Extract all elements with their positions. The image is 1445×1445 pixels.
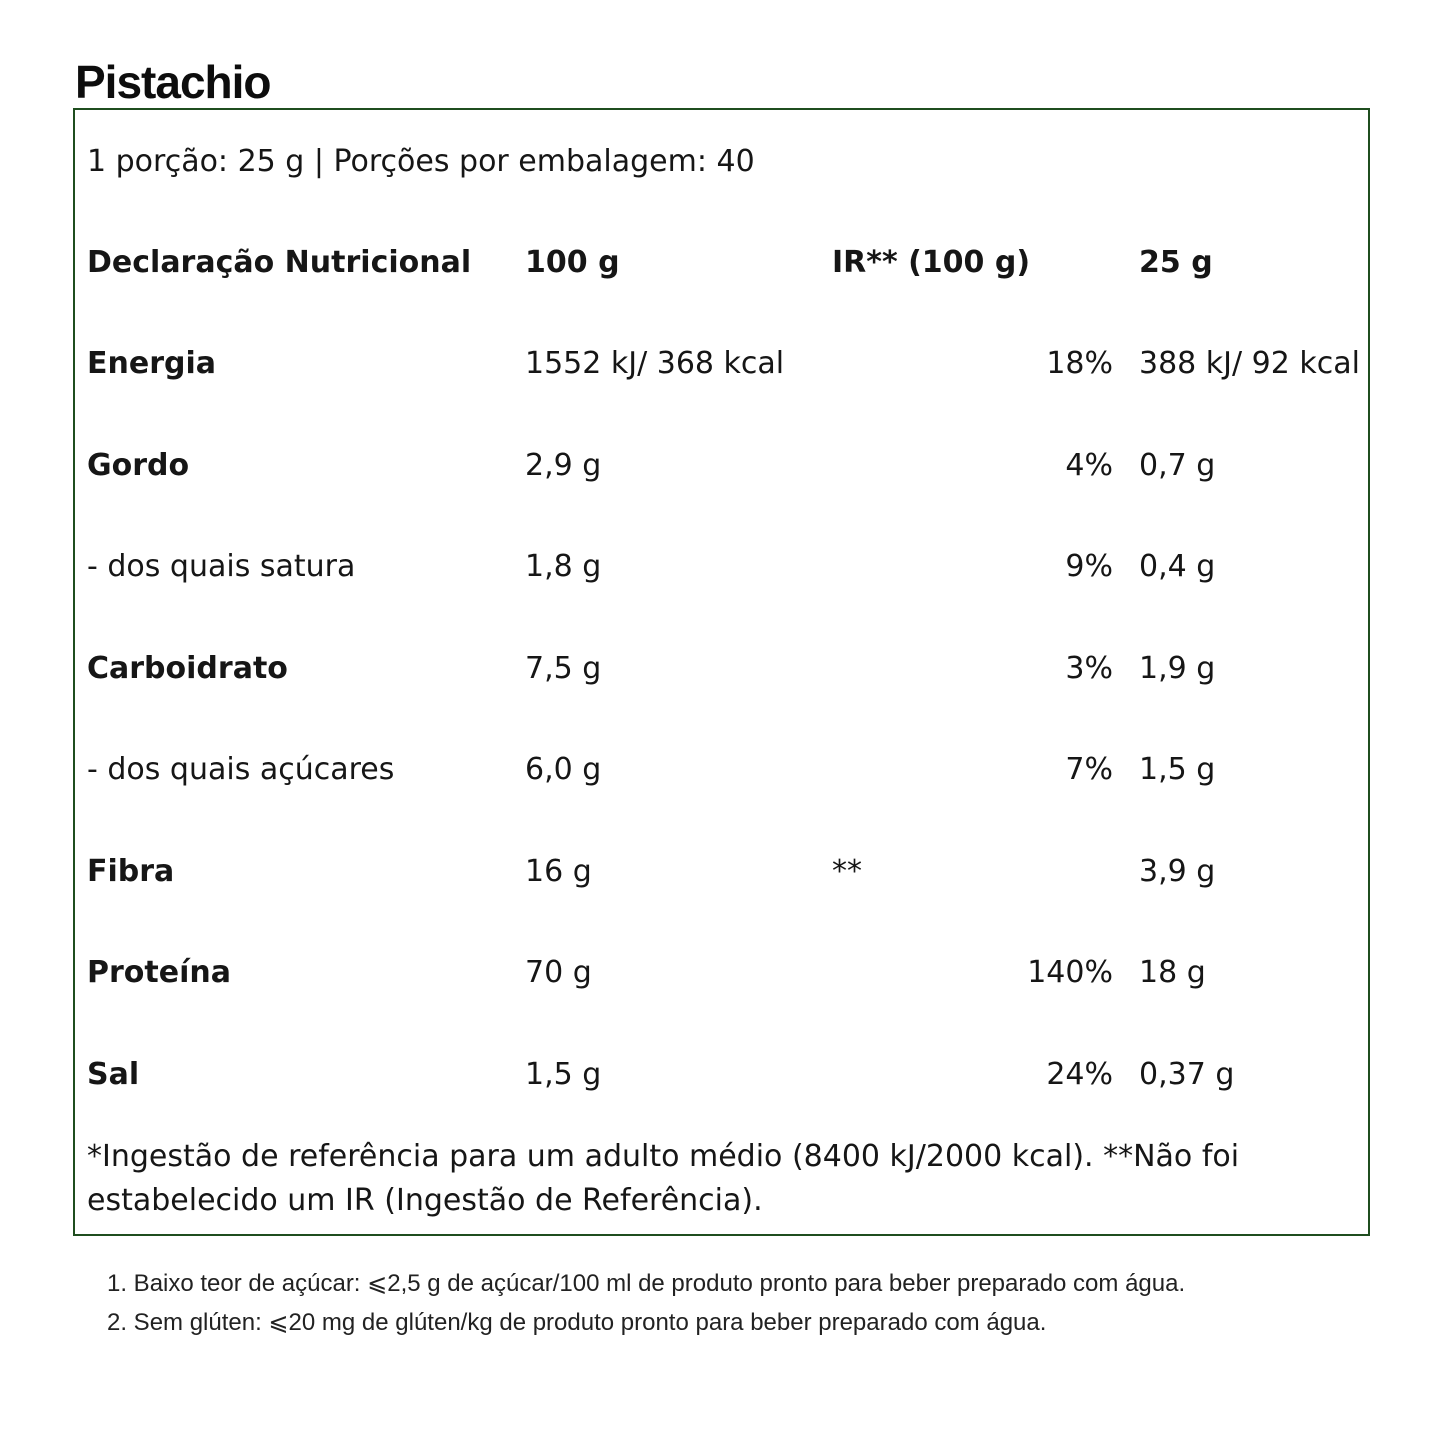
value-ir: ** xyxy=(832,854,862,889)
value-per25: 1,9 g xyxy=(1139,651,1216,686)
nutrient-name: - dos quais açúcares xyxy=(87,752,395,787)
header-per100: 100 g xyxy=(525,245,620,280)
value-per25: 18 g xyxy=(1139,955,1206,990)
claims-notes xyxy=(107,1264,1185,1342)
value-per100: 1,5 g xyxy=(525,1057,602,1092)
reference-intake-footnote: *Ingestão de referência para um adulto médio (8400 kJ/2000 kcal). **Não foi estabelecido um IR (Ingestão de Referência). xyxy=(87,1139,1240,1218)
table-row xyxy=(75,948,1368,998)
table-row xyxy=(75,542,1368,592)
nutrient-name: Carboidrato xyxy=(87,651,288,686)
header-per25: 25 g xyxy=(1139,245,1213,280)
value-per25: 0,4 g xyxy=(1139,549,1216,584)
value-ir: 24% xyxy=(1046,1057,1113,1092)
table-row xyxy=(75,1050,1368,1100)
value-ir: 140% xyxy=(1027,955,1113,990)
serving-info: 1 porção: 25 g | Porções por embalagem: 40 xyxy=(87,144,755,179)
nutrient-name: Gordo xyxy=(87,448,190,483)
table-row xyxy=(75,644,1368,694)
nutrient-name: Proteína xyxy=(87,955,231,990)
header-ir: IR** (100 g) xyxy=(832,245,1031,280)
value-per25: 1,5 g xyxy=(1139,752,1216,787)
table-row xyxy=(75,339,1368,389)
value-per25: 388 kJ/ 92 kcal xyxy=(1139,346,1360,381)
table-row xyxy=(75,441,1368,491)
note-gluten-free: 2. Sem glúten: ⩽20 mg de glúten/kg de produto pronto para beber preparado com água. xyxy=(107,1309,1047,1336)
value-ir: 7% xyxy=(1065,752,1113,787)
value-per100: 70 g xyxy=(525,955,592,990)
value-per100: 6,0 g xyxy=(525,752,602,787)
value-per100: 1,8 g xyxy=(525,549,602,584)
nutrient-name: - dos quais satura xyxy=(87,549,356,584)
value-per25: 0,37 g xyxy=(1139,1057,1235,1092)
table-row xyxy=(75,745,1368,795)
value-ir: 3% xyxy=(1065,651,1113,686)
value-per25: 3,9 g xyxy=(1139,854,1216,889)
value-per100: 2,9 g xyxy=(525,448,602,483)
value-ir: 18% xyxy=(1046,346,1113,381)
nutrient-name: Fibra xyxy=(87,854,175,889)
header-name: Declaração Nutricional xyxy=(87,245,472,280)
value-ir: 4% xyxy=(1065,448,1113,483)
value-per100: 16 g xyxy=(525,854,592,889)
value-ir: 9% xyxy=(1065,549,1113,584)
nutrition-table-panel xyxy=(73,108,1370,1236)
product-title: Pistachio xyxy=(75,56,271,108)
note-low-sugar: 1. Baixo teor de açúcar: ⩽2,5 g de açúcar/100 ml de produto pronto para beber preparado com água. xyxy=(107,1270,1186,1297)
nutrient-name: Sal xyxy=(87,1057,140,1092)
value-per25: 0,7 g xyxy=(1139,448,1216,483)
table-row xyxy=(75,847,1368,897)
value-per100: 1552 kJ/ 368 kcal xyxy=(525,346,785,381)
table-header-row xyxy=(75,238,1368,288)
nutrient-name: Energia xyxy=(87,346,216,381)
value-per100: 7,5 g xyxy=(525,651,602,686)
